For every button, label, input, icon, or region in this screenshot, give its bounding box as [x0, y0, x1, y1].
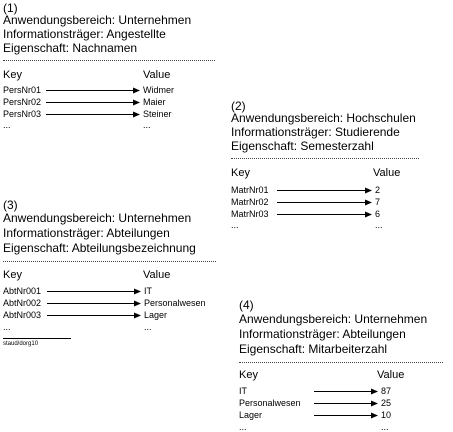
- information-carrier: Informationsträger: Angestellte: [3, 27, 166, 41]
- value-cell: Personalwesen: [144, 298, 206, 308]
- key-header: Key: [3, 69, 22, 81]
- property: Eigenschaft: Abteilungsbezeichnung: [3, 241, 196, 255]
- value-cell: 2: [375, 185, 381, 195]
- key-cell: PersNr03: [3, 109, 42, 119]
- key-cell: AbtNr002: [3, 298, 42, 308]
- application-area: Anwendungsbereich: Unternehmen: [239, 312, 428, 326]
- value-cell: 10: [381, 410, 392, 420]
- key-cell: AbtNr003: [3, 310, 42, 320]
- application-area: Anwendungsbereich: Unternehmen: [3, 13, 192, 27]
- key-cell: ...: [231, 220, 239, 230]
- value-header: Value: [143, 269, 171, 281]
- key-header: Key: [239, 369, 258, 381]
- information-carrier: Informationsträger: Abteilungen: [3, 226, 170, 240]
- key-cell: MatrNr02: [231, 197, 269, 207]
- application-area: Anwendungsbereich: Hochschulen: [231, 111, 416, 125]
- value-cell: 25: [381, 398, 392, 408]
- property: Eigenschaft: Mitarbeiterzahl: [239, 342, 388, 356]
- key-cell: IT: [239, 386, 247, 396]
- value-cell: 7: [375, 197, 381, 207]
- value-cell: 87: [381, 386, 392, 396]
- information-carrier: Informationsträger: Abteilungen: [239, 327, 406, 341]
- block-number: (1): [3, 1, 18, 15]
- value-cell: IT: [144, 286, 152, 296]
- block-number: (4): [239, 298, 254, 312]
- property: Eigenschaft: Nachnamen: [3, 41, 138, 55]
- value-cell: ...: [381, 422, 389, 432]
- application-area: Anwendungsbereich: Unternehmen: [3, 211, 192, 225]
- key-cell: ...: [3, 120, 11, 130]
- value-cell: 6: [375, 209, 381, 219]
- value-cell: Maier: [143, 97, 166, 107]
- key-cell: MatrNr03: [231, 209, 269, 219]
- key-header: Key: [3, 269, 22, 281]
- value-header: Value: [143, 69, 171, 81]
- key-cell: Lager: [239, 410, 263, 420]
- value-cell: Steiner: [143, 109, 172, 119]
- value-cell: ...: [143, 120, 151, 130]
- key-cell: Personalwesen: [239, 398, 301, 408]
- key-cell: AbtNr001: [3, 286, 42, 296]
- value-cell: ...: [375, 220, 383, 230]
- value-cell: Widmer: [143, 85, 174, 95]
- key-cell: PersNr02: [3, 97, 42, 107]
- footnote: staud/dorg10: [3, 341, 39, 347]
- block-number: (3): [3, 198, 18, 212]
- key-header: Key: [231, 167, 250, 179]
- value-cell: ...: [144, 322, 152, 332]
- value-header: Value: [373, 167, 401, 179]
- value-cell: Lager: [144, 310, 168, 320]
- information-carrier: Informationsträger: Studierende: [231, 125, 400, 139]
- property: Eigenschaft: Semesterzahl: [231, 139, 374, 153]
- block-number: (2): [231, 99, 246, 113]
- key-cell: PersNr01: [3, 85, 42, 95]
- key-cell: ...: [3, 322, 11, 332]
- value-header: Value: [377, 369, 405, 381]
- key-cell: MatrNr01: [231, 185, 269, 195]
- key-cell: ...: [239, 422, 247, 432]
